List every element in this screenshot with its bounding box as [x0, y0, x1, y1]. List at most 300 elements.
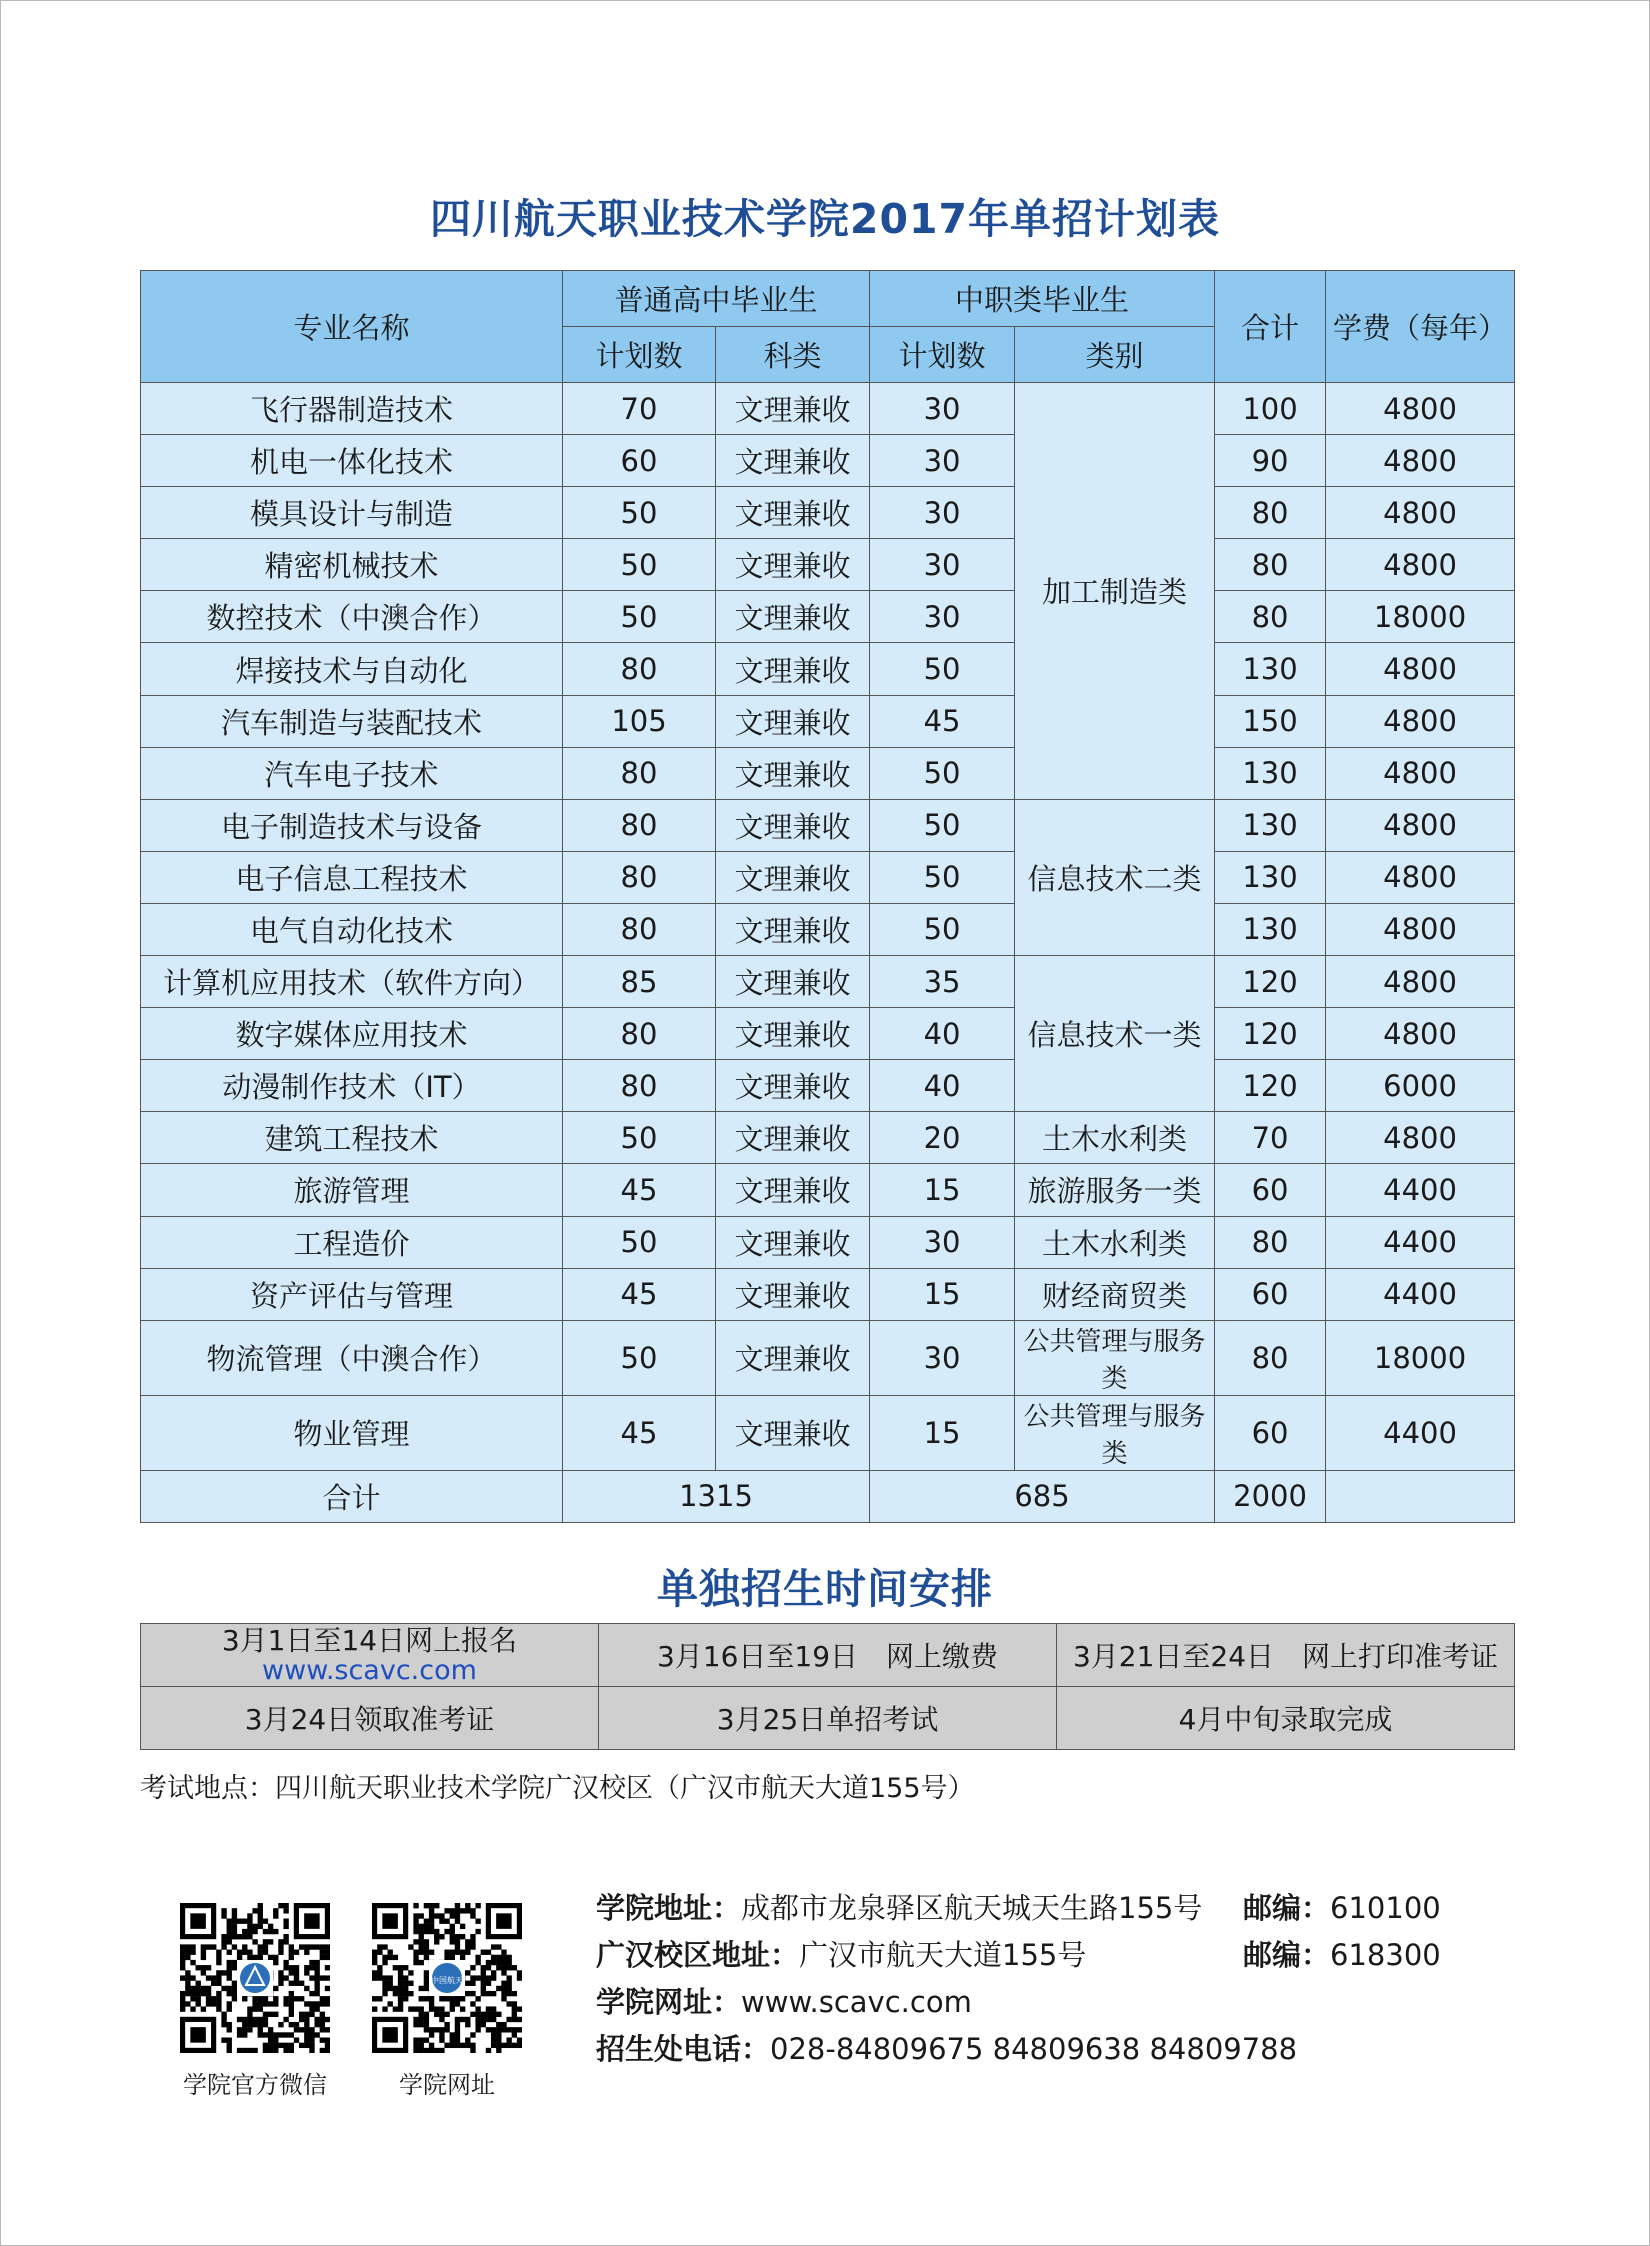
qr-module: [221, 2012, 226, 2017]
total-cell: 70: [1215, 1112, 1326, 1164]
qr-module: [180, 2006, 185, 2011]
qr-module: [486, 1975, 491, 1980]
table-row: [141, 903, 1515, 955]
qr-module: [247, 2022, 252, 2027]
schedule-table: [140, 1623, 1515, 1750]
qr-module: [221, 1934, 226, 1939]
qr-module: [429, 1903, 434, 1908]
qr-module: [247, 2048, 252, 2053]
qr-module: [465, 1903, 470, 1908]
fee-cell: 4800: [1326, 435, 1515, 487]
enrollment-plan-table: [140, 270, 1515, 1523]
qr-module: [470, 1908, 475, 1913]
qr-module: [232, 1960, 237, 1965]
qr-module: [278, 2043, 283, 2048]
qr-module: [221, 1913, 226, 1918]
qr-module: [294, 1975, 299, 1980]
qr-module: [247, 1955, 252, 1960]
qr-module: [460, 2017, 465, 2022]
qr-module: [450, 1955, 455, 1960]
web-value[interactable]: www.scavc.com: [741, 1985, 972, 2019]
qr-module: [180, 2001, 185, 2006]
qr-module: [419, 1944, 424, 1949]
qr-module: [429, 1908, 434, 1913]
table-row: [141, 643, 1515, 695]
qr-module: [211, 1975, 216, 1980]
qr-module: [180, 1996, 185, 2001]
college-zip: [1243, 1886, 1441, 1927]
qr-module: [273, 2032, 278, 2037]
qr-module: [289, 2048, 294, 2053]
g2-count-cell: 50: [870, 903, 1015, 955]
qr-module: [227, 2027, 232, 2032]
qr-module: [512, 2043, 517, 2048]
qr-module: [252, 1929, 257, 1934]
zip1-label: 邮编：: [1243, 1891, 1331, 1925]
subject-cell: 文理兼收: [716, 1395, 870, 1470]
qr-module: [289, 1950, 294, 1955]
major-cell: 数控技术（中澳合作）: [141, 591, 563, 643]
qr-module: [314, 1991, 319, 1996]
qr-module: [486, 2017, 491, 2022]
qr-module: [283, 2001, 288, 2006]
major-cell: 飞行器制造技术: [141, 383, 563, 435]
qr-module: [408, 1981, 413, 1986]
college-address: [596, 1886, 1202, 1927]
qr-module: [506, 2001, 511, 2006]
footer-fee-empty: [1326, 1470, 1515, 1522]
qr-module: [424, 1939, 429, 1944]
qr-module: [283, 1903, 288, 1908]
qr-module: [294, 1950, 299, 1955]
qr-module: [424, 2027, 429, 2032]
wechat-qr-code[interactable]: [180, 1903, 330, 2053]
qr-module: [309, 2043, 314, 2048]
subject-cell: 文理兼收: [716, 1060, 870, 1112]
qr-module: [294, 2022, 299, 2027]
g1-count-cell: 60: [563, 435, 716, 487]
total-cell: 130: [1215, 747, 1326, 799]
qr-module: [413, 1950, 418, 1955]
qr-module: [227, 2001, 232, 2006]
subject-cell: 文理兼收: [716, 695, 870, 747]
qr-module: [470, 1981, 475, 1986]
qr-module: [232, 1919, 237, 1924]
qr-module: [388, 1986, 393, 1991]
qr-module: [506, 2017, 511, 2022]
qr-module: [227, 1929, 232, 1934]
qr-module: [501, 1986, 506, 1991]
qr-module: [419, 1924, 424, 1929]
qr-module: [252, 2022, 257, 2027]
qr-module: [434, 1913, 439, 1918]
qr-module: [216, 1950, 221, 1955]
qr-module: [501, 1955, 506, 1960]
g1-count-cell: 80: [563, 799, 716, 851]
table-row: [141, 695, 1515, 747]
total-cell: 80: [1215, 591, 1326, 643]
major-cell: 建筑工程技术: [141, 1112, 563, 1164]
qr-module: [185, 1991, 190, 1996]
subject-cell: 文理兼收: [716, 903, 870, 955]
qr-module: [470, 1991, 475, 1996]
qr-module: [455, 1944, 460, 1949]
qr-module: [206, 2001, 211, 2006]
schedule-exam-day: 3月25日单招考试: [599, 1687, 1057, 1750]
qr-module: [227, 1965, 232, 1970]
table-row: [141, 435, 1515, 487]
qr-module: [481, 2022, 486, 2027]
qr-module: [190, 1960, 195, 1965]
qr-module: [455, 1903, 460, 1908]
qr-module: [470, 1934, 475, 1939]
qr-module: [185, 1975, 190, 1980]
qr-module: [465, 2022, 470, 2027]
qr-module: [491, 1955, 496, 1960]
qr-module: [398, 1986, 403, 1991]
qr-module: [465, 1970, 470, 1975]
fee-cell: 4800: [1326, 851, 1515, 903]
qr-module: [439, 1919, 444, 1924]
qr-module: [252, 1924, 257, 1929]
qr-module: [299, 2043, 304, 2048]
qr-module: [232, 1908, 237, 1913]
qr-module: [227, 1970, 232, 1975]
qr-module: [247, 1924, 252, 1929]
qr-module: [481, 1970, 486, 1975]
qr-module: [190, 1991, 195, 1996]
qr-module: [470, 1965, 475, 1970]
qr-module: [486, 2048, 491, 2053]
qr-module: [283, 1934, 288, 1939]
qr-module: [237, 2017, 242, 2022]
qr-module: [377, 1965, 382, 1970]
qr-module: [180, 1991, 185, 1996]
qr-module: [382, 1986, 387, 1991]
qr-module: [304, 2032, 309, 2037]
qr-module: [470, 2032, 475, 2037]
schedule-online-payment: 3月16日至19日 网上缴费: [599, 1624, 1057, 1687]
header-g1-count: 计划数: [563, 327, 716, 383]
qr-module: [227, 1986, 232, 1991]
major-cell: 电子信息工程技术: [141, 851, 563, 903]
qr-module: [252, 2006, 257, 2011]
qr-module: [424, 1981, 429, 1986]
qr-module: [216, 1960, 221, 1965]
qr-module: [475, 1955, 480, 1960]
qr-module: [325, 2001, 330, 2006]
qr-module: [465, 1939, 470, 1944]
qr-module: [242, 1944, 247, 1949]
qr-module: [196, 1981, 201, 1986]
qr-module: [273, 2012, 278, 2017]
qr-module: [465, 2017, 470, 2022]
qr-module: [304, 2022, 309, 2027]
qr-module: [314, 2032, 319, 2037]
qr-module: [496, 1960, 501, 1965]
qr-module: [201, 1944, 206, 1949]
qr-module: [398, 1981, 403, 1986]
table-row: [141, 1216, 1515, 1268]
qr-module: [232, 1929, 237, 1934]
qr-module: [258, 1944, 263, 1949]
qr-module: [299, 2027, 304, 2032]
qr-module: [273, 1996, 278, 2001]
qr-module: [419, 2037, 424, 2042]
qr-module: [185, 1955, 190, 1960]
qr-module: [237, 2027, 242, 2032]
qr-module: [501, 1965, 506, 1970]
qr-module: [309, 2001, 314, 2006]
qr-module: [393, 1991, 398, 1996]
qr-module: [258, 1908, 263, 1913]
major-cell: 电气自动化技术: [141, 903, 563, 955]
qr-module: [413, 2017, 418, 2022]
major-cell: 资产评估与管理: [141, 1268, 563, 1320]
qr-module: [444, 1929, 449, 1934]
qr-finder-core: [190, 1913, 206, 1929]
qr-module: [413, 1919, 418, 1924]
qr-module: [314, 2001, 319, 2006]
qr-module: [283, 1919, 288, 1924]
qr-module: [424, 2048, 429, 2053]
qr-module: [283, 2017, 288, 2022]
qr-module: [460, 2043, 465, 2048]
qr-module: [227, 1975, 232, 1980]
qr-module: [289, 1996, 294, 2001]
qr-module: [465, 1991, 470, 1996]
qr-module: [304, 2043, 309, 2048]
qr-module: [227, 2048, 232, 2053]
qr-module: [429, 2043, 434, 2048]
qr-module: [506, 1955, 511, 1960]
qr-module: [325, 2048, 330, 2053]
g1-count-cell: 80: [563, 1008, 716, 1060]
qr-module: [314, 2017, 319, 2022]
qr-module: [227, 2037, 232, 2042]
qr-module: [258, 1919, 263, 1924]
qr-module: [408, 1970, 413, 1975]
qr-module: [268, 1955, 273, 1960]
qr-module: [196, 1996, 201, 2001]
qr-module: [227, 2043, 232, 2048]
qr-module: [227, 1950, 232, 1955]
qr-module: [486, 2006, 491, 2011]
qr-module: [263, 2048, 268, 2053]
fee-cell: 18000: [1326, 591, 1515, 643]
qr-module: [196, 2001, 201, 2006]
qr-module: [517, 2027, 522, 2032]
schedule-title: 单独招生时间安排: [657, 1565, 993, 1613]
g1-count-cell: 70: [563, 383, 716, 435]
fee-cell: 4400: [1326, 1268, 1515, 1320]
g1-count-cell: 50: [563, 591, 716, 643]
qr-finder-core: [382, 1913, 398, 1929]
qr-module: [273, 2043, 278, 2048]
qr-module: [252, 2048, 257, 2053]
qr-module: [211, 1996, 216, 2001]
qr-finder-core: [496, 1913, 512, 1929]
qr-module: [491, 1991, 496, 1996]
qr-module: [419, 2012, 424, 2017]
qr-module: [481, 1981, 486, 1986]
subject-cell: 文理兼收: [716, 1164, 870, 1216]
qr-module: [258, 1996, 263, 2001]
qr-module: [273, 1986, 278, 1991]
qr-module: [512, 2017, 517, 2022]
qr-module: [506, 1975, 511, 1980]
qr-module: [382, 1955, 387, 1960]
address-label: 学院地址：: [596, 1891, 742, 1925]
qr-module: [196, 1991, 201, 1996]
subject-cell: 文理兼收: [716, 747, 870, 799]
qr-module: [419, 2043, 424, 2048]
qr-module: [506, 1986, 511, 1991]
major-cell: 汽车制造与装配技术: [141, 695, 563, 747]
g2-count-cell: 15: [870, 1268, 1015, 1320]
table-row: [141, 1320, 1515, 1395]
qr-module: [299, 1944, 304, 1949]
qr-module: [252, 1996, 257, 2001]
qr-module: [491, 2027, 496, 2032]
table-row: [141, 799, 1515, 851]
qr-module: [201, 1950, 206, 1955]
total-cell: 130: [1215, 903, 1326, 955]
qr-module: [320, 2022, 325, 2027]
qr-module: [382, 1991, 387, 1996]
footer-label: 合计: [141, 1470, 563, 1522]
qr-module: [320, 2001, 325, 2006]
qr-finder-core: [304, 1913, 320, 1929]
qr-module: [419, 1986, 424, 1991]
qr-module: [190, 2006, 195, 2011]
qr-module: [491, 1960, 496, 1965]
fee-cell: 4800: [1326, 643, 1515, 695]
qr-module: [429, 2001, 434, 2006]
qr-module: [429, 1919, 434, 1924]
g2-count-cell: 50: [870, 851, 1015, 903]
qr-module: [252, 1908, 257, 1913]
qr-module: [450, 2006, 455, 2011]
qr-module: [304, 2037, 309, 2042]
qr-module: [512, 2027, 517, 2032]
qr-module: [501, 2022, 506, 2027]
qr-module: [237, 1950, 242, 1955]
qr-module: [273, 1908, 278, 1913]
qr-module: [252, 2001, 257, 2006]
table-row: [141, 1008, 1515, 1060]
g1-count-cell: 45: [563, 1395, 716, 1470]
qr-module: [263, 2032, 268, 2037]
qr-module: [289, 1944, 294, 1949]
category-cell: 旅游服务一类: [1015, 1164, 1215, 1216]
qr-module: [299, 2017, 304, 2022]
qr-module: [419, 1939, 424, 1944]
table-row: [141, 591, 1515, 643]
qr-module: [304, 2001, 309, 2006]
qr-module: [439, 1913, 444, 1918]
qr-module: [460, 1955, 465, 1960]
qr-module: [180, 1950, 185, 1955]
qr-module: [486, 2012, 491, 2017]
qr-module: [506, 1981, 511, 1986]
qr-module: [314, 2006, 319, 2011]
qr-module: [439, 2006, 444, 2011]
qr-module: [372, 1996, 377, 2001]
qr-module: [242, 2048, 247, 2053]
qr-module: [185, 1944, 190, 1949]
registration-link[interactable]: www.scavc.com: [262, 1655, 477, 1686]
qr-module: [450, 2001, 455, 2006]
qr-module: [320, 1996, 325, 2001]
qr-module: [377, 1975, 382, 1980]
table-row: [141, 1060, 1515, 1112]
subject-cell: 文理兼收: [716, 643, 870, 695]
qr-module: [413, 1955, 418, 1960]
qr-module: [242, 2017, 247, 2022]
qr-module: [320, 1950, 325, 1955]
total-cell: 90: [1215, 435, 1326, 487]
qr-module: [475, 1929, 480, 1934]
total-cell: 60: [1215, 1164, 1326, 1216]
g1-count-cell: 105: [563, 695, 716, 747]
qr-module: [486, 1991, 491, 1996]
qr-module: [424, 1970, 429, 1975]
qr-module: [512, 2032, 517, 2037]
qr-module: [273, 1960, 278, 1965]
qr-module: [263, 1944, 268, 1949]
qr-module: [486, 1950, 491, 1955]
qr-module: [237, 2032, 242, 2037]
header-tuition: 学费（每年）: [1326, 271, 1515, 383]
qr-module: [460, 1934, 465, 1939]
website-qr-code[interactable]: [372, 1903, 522, 2053]
qr-module: [283, 2043, 288, 2048]
qr-module: [491, 1975, 496, 1980]
qr-module: [268, 1924, 273, 1929]
qr-module: [506, 2043, 511, 2048]
qr-module: [470, 2043, 475, 2048]
total-cell: 60: [1215, 1395, 1326, 1470]
major-cell: 物流管理（中澳合作）: [141, 1320, 563, 1395]
qr-module: [450, 1924, 455, 1929]
qr-module: [413, 2043, 418, 2048]
qr-module: [491, 2017, 496, 2022]
qr-module: [424, 1996, 429, 2001]
major-cell: 物业管理: [141, 1395, 563, 1470]
qr-module: [201, 1970, 206, 1975]
qr-module: [496, 1944, 501, 1949]
fee-cell: 4800: [1326, 539, 1515, 591]
major-cell: 旅游管理: [141, 1164, 563, 1216]
qr-module: [309, 1944, 314, 1949]
qr-module: [481, 1991, 486, 1996]
qr-module: [439, 2032, 444, 2037]
qr-module: [221, 1939, 226, 1944]
qr-module: [258, 2032, 263, 2037]
qr-module: [294, 2037, 299, 2042]
qr-module: [501, 2027, 506, 2032]
qr-module: [242, 2032, 247, 2037]
qr-module: [424, 1903, 429, 1908]
qr-module: [309, 2032, 314, 2037]
qr-module: [398, 2001, 403, 2006]
g1-count-cell: 50: [563, 539, 716, 591]
qr-module: [263, 2017, 268, 2022]
qr-module: [227, 1934, 232, 1939]
qr-module: [227, 1960, 232, 1965]
qr-module: [227, 1919, 232, 1924]
